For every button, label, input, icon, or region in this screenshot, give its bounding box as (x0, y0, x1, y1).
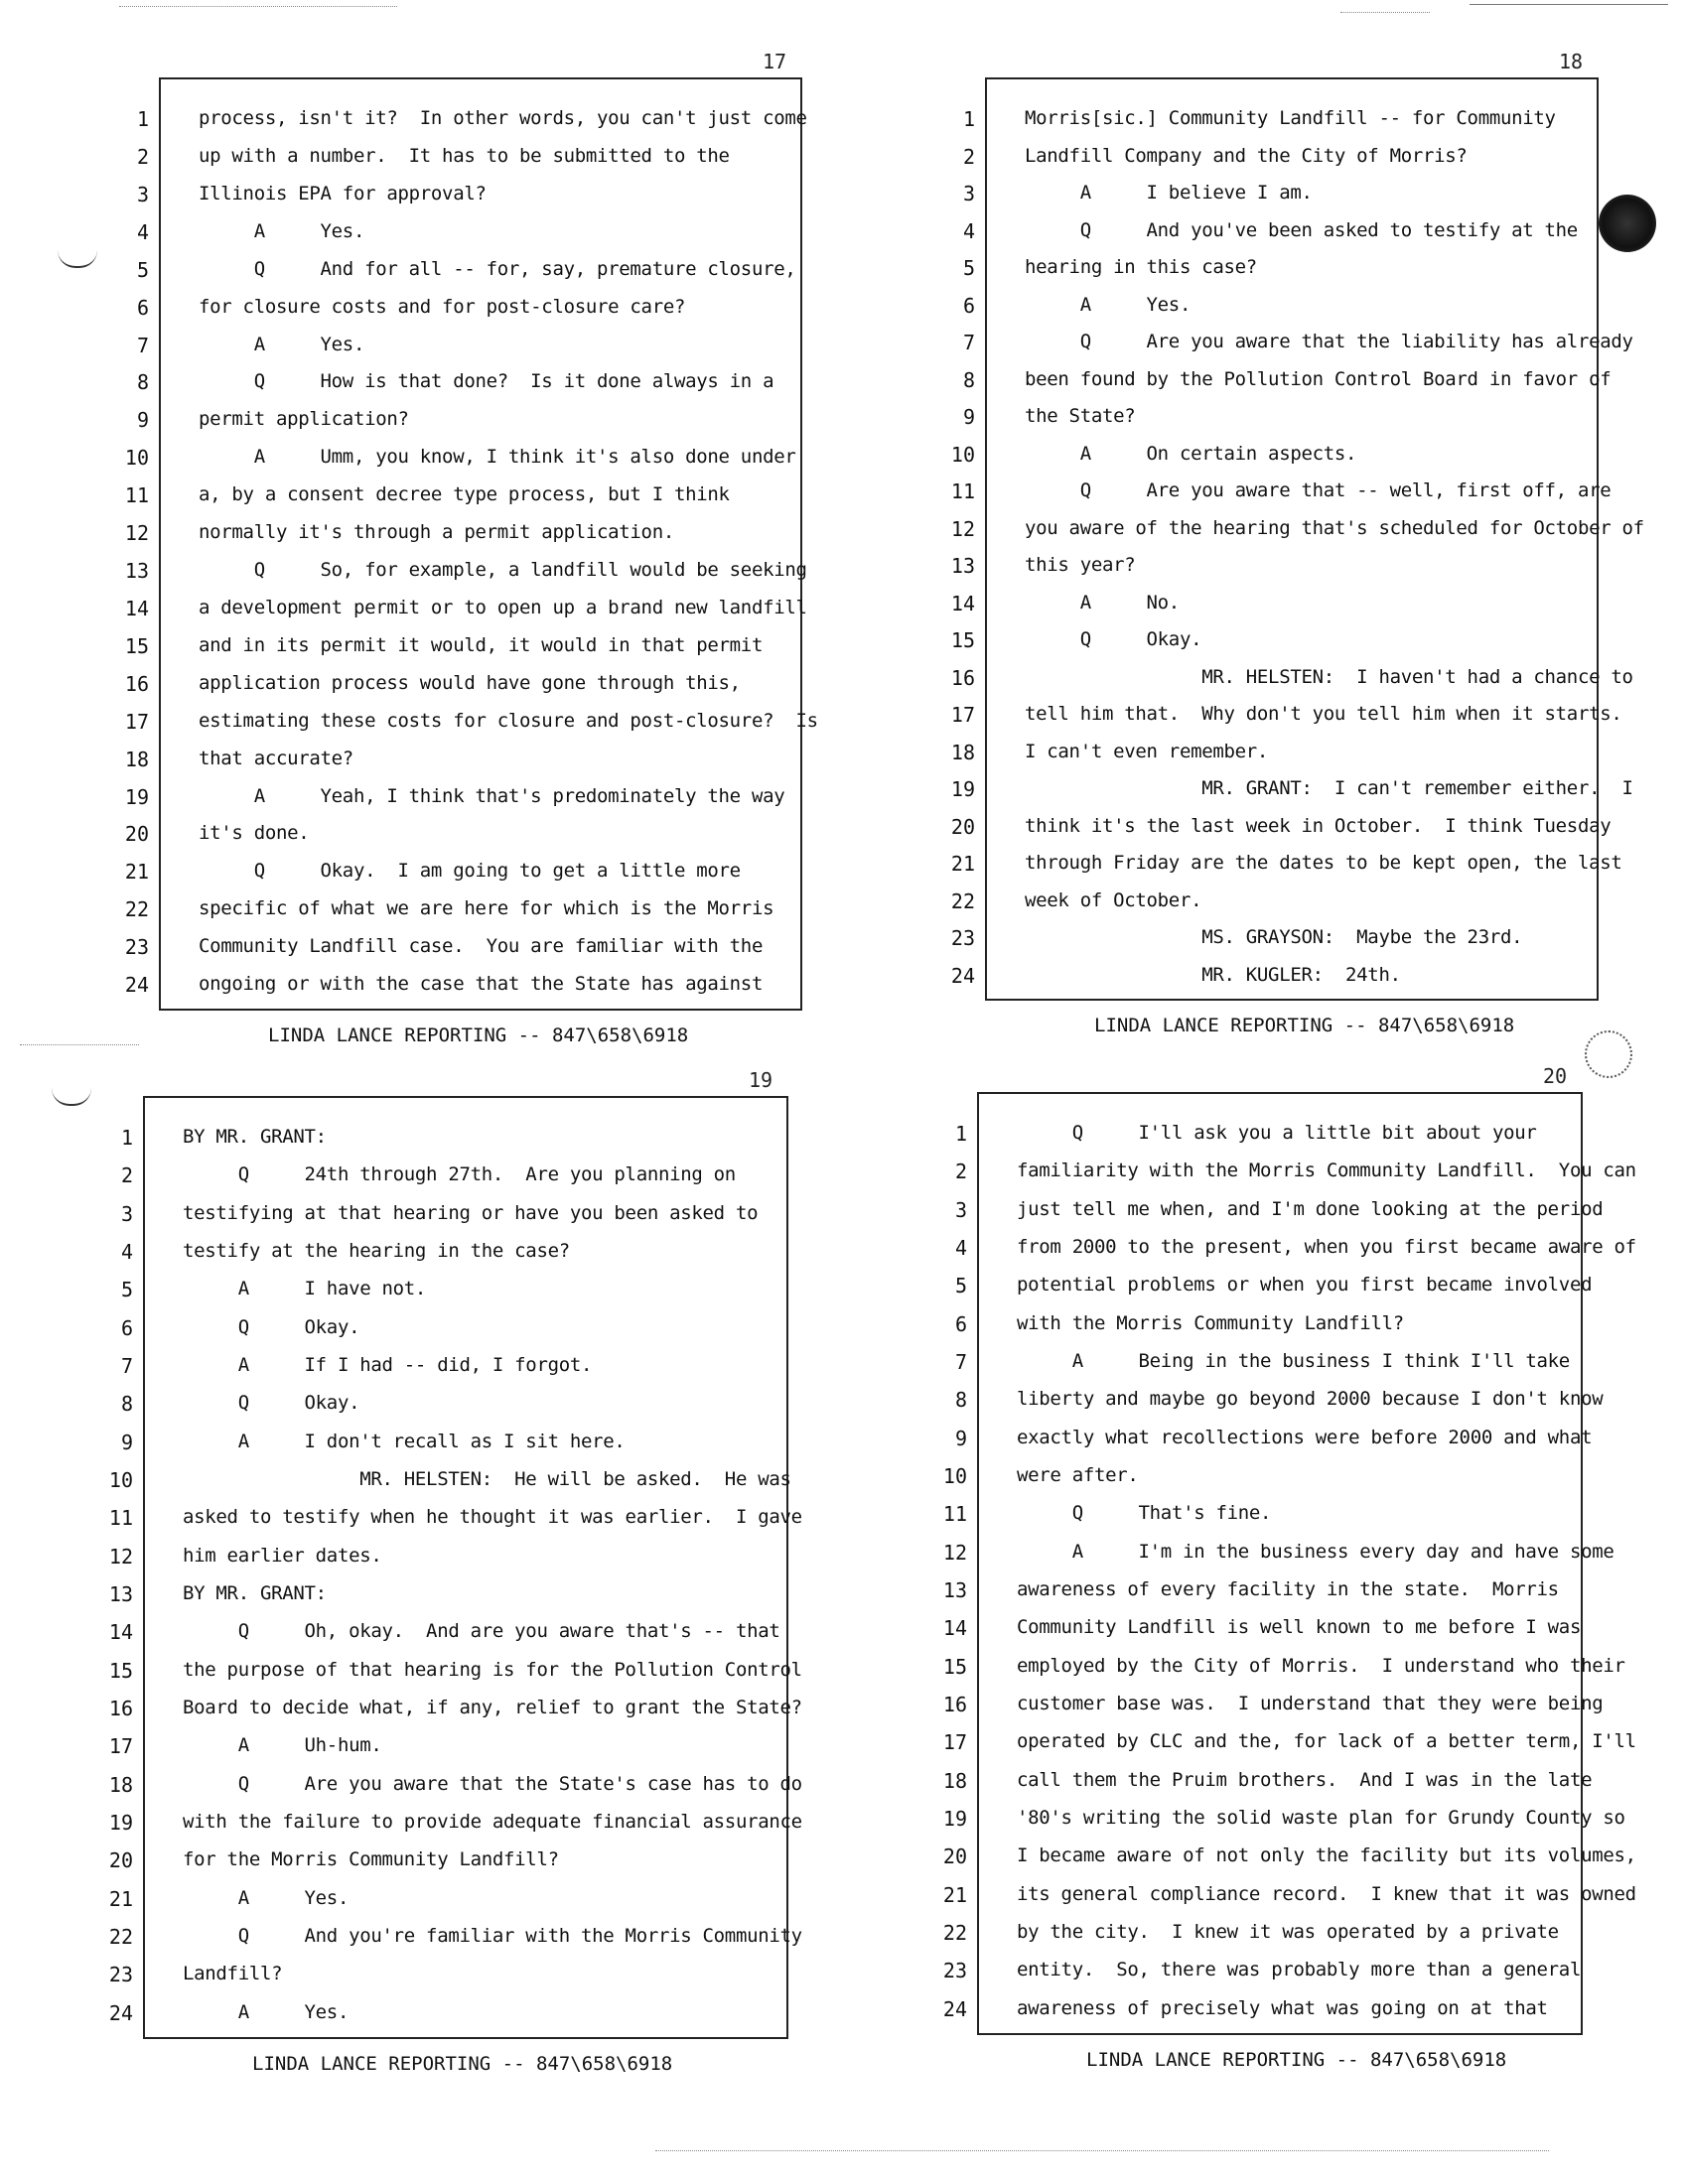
line-number: 13 (950, 554, 975, 578)
transcript-line: '80's writing the solid waste plan for Grundy County so (1017, 1807, 1625, 1829)
transcript-line: Community Landfill case. You are familiar with the (199, 935, 764, 958)
transcript-line: Q And for all -- for, say, premature closure, (199, 257, 796, 280)
line-number: 15 (124, 633, 149, 658)
scan-speck (119, 6, 397, 7)
line-number: 8 (954, 1388, 967, 1413)
transcript-line: A Yeah, I think that's predominately the way (199, 784, 785, 807)
line-number: 17 (950, 703, 975, 727)
transcript-line: a development permit or to open up a brand new landfill (199, 596, 807, 618)
line-number: 22 (124, 897, 149, 922)
line-number: 20 (108, 1848, 133, 1873)
transcript-line: Q I'll ask you a little bit about your (1017, 1122, 1537, 1144)
line-number: 7 (962, 331, 975, 354)
transcript-line: Q How is that done? Is it done always in a (199, 370, 774, 393)
transcript-line: testify at the hearing in the case? (183, 1240, 570, 1262)
line-number: 10 (124, 446, 149, 471)
page-number: 18 (1559, 50, 1584, 73)
line-number: 18 (108, 1772, 133, 1797)
binder-ring-icon (1585, 1030, 1632, 1078)
transcript-line: just tell me when, and I'm done looking at the period (1017, 1197, 1604, 1220)
line-number: 3 (954, 1197, 967, 1222)
line-number: 21 (124, 860, 149, 885)
line-number: 6 (954, 1311, 967, 1336)
transcript-line: A Yes. (199, 333, 365, 355)
line-number: 12 (124, 521, 149, 546)
transcript-line: MS. GRAYSON: Maybe the 23rd. (1025, 926, 1523, 948)
line-number: 12 (950, 516, 975, 541)
line-number: 8 (120, 1392, 133, 1417)
transcript-line: for the Morris Community Landfill? (183, 1848, 559, 1871)
line-number: 15 (950, 628, 975, 652)
transcript-line: Q And you're familiar with the Morris Community (183, 1925, 802, 1947)
transcript-line: specific of what we are here for which is the Morris (199, 897, 774, 920)
line-number: 5 (136, 257, 149, 282)
transcript-line: familiarity with the Morris Community Landfill. You can (1017, 1160, 1636, 1182)
transcript-line: customer base was. I understand that they were being (1017, 1693, 1604, 1714)
transcript-line: A No. (1025, 591, 1180, 614)
line-number: 2 (962, 144, 975, 169)
line-number: 24 (942, 1996, 967, 2021)
transcript-line: A I don't recall as I sit here. (183, 1430, 626, 1452)
transcript-line: MR. HELSTEN: I haven't had a chance to (1025, 665, 1633, 688)
reporter-footer: LINDA LANCE REPORTING -- 847\658\6918 (252, 2053, 673, 2075)
transcript-line: hearing in this case? (1025, 256, 1257, 278)
transcript-line: the purpose of that hearing is for the Pollution Control (183, 1658, 802, 1681)
transcript-line: MR. GRANT: I can't remember either. I (1025, 777, 1633, 799)
line-number: 4 (954, 1236, 967, 1260)
transcript-line: that accurate? (199, 747, 353, 769)
line-number: 7 (954, 1350, 967, 1374)
transcript-line: employed by the City of Morris. I understand who their (1017, 1654, 1625, 1677)
transcript-line: Q And you've been asked to testify at the (1025, 218, 1578, 241)
transcript-line: permit application? (199, 408, 409, 431)
line-number: 2 (120, 1163, 133, 1188)
line-number: 11 (108, 1506, 133, 1531)
line-number: 17 (124, 709, 149, 734)
transcript-line: him earlier dates. (183, 1544, 382, 1567)
transcript-line: week of October. (1025, 888, 1202, 911)
transcript-line: BY MR. GRANT: (183, 1582, 327, 1604)
line-number: 16 (108, 1697, 133, 1720)
transcript-line: operated by CLC and the, for lack of a better term, I'll (1017, 1730, 1636, 1753)
binder-hole-icon (1599, 195, 1656, 252)
line-number: 4 (136, 219, 149, 244)
reporter-footer: LINDA LANCE REPORTING -- 847\658\6918 (1094, 1015, 1515, 1036)
line-number: 5 (120, 1278, 133, 1302)
line-number: 14 (108, 1620, 133, 1645)
line-number: 24 (108, 2000, 133, 2025)
line-number: 22 (950, 888, 975, 913)
transcript-line: Q Are you aware that the liability has already (1025, 331, 1633, 352)
transcript-line: Morris[sic.] Community Landfill -- for Community (1025, 107, 1556, 129)
transcript-line: potential problems or when you first became involved (1017, 1274, 1593, 1297)
line-number: 3 (136, 182, 149, 206)
transcript-line: A On certain aspects. (1025, 442, 1357, 465)
scan-speck (20, 1044, 139, 1045)
transcript-line: ongoing or with the case that the State has against (199, 973, 764, 996)
line-number: 3 (120, 1201, 133, 1226)
reporter-footer: LINDA LANCE REPORTING -- 847\658\6918 (268, 1024, 689, 1046)
transcript-line: BY MR. GRANT: (183, 1126, 327, 1148)
line-number: 20 (950, 814, 975, 839)
line-number: 11 (950, 479, 975, 503)
transcript-line: I can't even remember. (1025, 740, 1269, 762)
scan-speck (655, 2150, 1549, 2151)
line-number: 19 (124, 784, 149, 809)
transcript-line: process, isn't it? In other words, you can't just come (199, 107, 807, 129)
transcript-line: for closure costs and for post-closure care? (199, 295, 686, 318)
scan-mark-icon (52, 1088, 91, 1106)
transcript-line: awareness of precisely what was going on at that (1017, 1996, 1548, 2019)
transcript-line: think it's the last week in October. I think Tuesday (1025, 814, 1612, 837)
transcript-line: A If I had -- did, I forgot. (183, 1354, 593, 1376)
line-number: 5 (954, 1274, 967, 1298)
line-number: 16 (950, 665, 975, 690)
line-number: 14 (124, 596, 149, 620)
line-number: 15 (108, 1658, 133, 1683)
transcript-line: asked to testify when he thought it was earlier. I gave (183, 1506, 802, 1529)
line-number: 13 (124, 559, 149, 583)
transcript-line: Community Landfill is well known to me before I was (1017, 1616, 1582, 1639)
transcript-line: from 2000 to the present, when you first became aware of (1017, 1236, 1636, 1258)
transcript-line: Q That's fine. (1017, 1502, 1272, 1525)
page-number: 19 (749, 1068, 773, 1092)
page-number: 17 (763, 50, 787, 73)
line-number: 11 (942, 1502, 967, 1527)
line-number: 19 (108, 1811, 133, 1835)
transcript-line: Q Are you aware that the State's case has to do (183, 1772, 802, 1795)
line-number: 6 (962, 293, 975, 318)
transcript-line: the State? (1025, 405, 1136, 427)
line-number: 7 (136, 333, 149, 357)
page-number: 20 (1543, 1064, 1568, 1088)
transcript-line: its general compliance record. I knew that it was owned (1017, 1882, 1636, 1905)
line-number: 23 (942, 1959, 967, 1983)
line-number: 9 (954, 1426, 967, 1450)
transcript-line: MR. KUGLER: 24th. (1025, 963, 1401, 986)
line-number: 7 (120, 1354, 133, 1378)
line-number: 14 (942, 1616, 967, 1641)
transcript-line: A I'm in the business every day and have some (1017, 1540, 1614, 1563)
line-number: 3 (962, 182, 975, 205)
line-number: 21 (942, 1882, 967, 1907)
line-number: 18 (124, 747, 149, 771)
line-number: 1 (120, 1126, 133, 1150)
transcript-line: A Being in the business I think I'll take (1017, 1350, 1570, 1372)
transcript-line: been found by the Pollution Control Board in favor of (1025, 367, 1612, 390)
line-number: 2 (136, 144, 149, 169)
line-number: 16 (124, 671, 149, 696)
transcript-line: through Friday are the dates to be kept open, the last (1025, 852, 1622, 874)
transcript-line: Q Okay. (183, 1315, 360, 1338)
line-number: 23 (124, 935, 149, 960)
line-number: 1 (136, 107, 149, 131)
line-number: 21 (108, 1886, 133, 1911)
line-number: 22 (942, 1921, 967, 1945)
line-number: 19 (942, 1807, 967, 1831)
line-number: 19 (950, 777, 975, 801)
line-number: 14 (950, 591, 975, 615)
transcript-line: estimating these costs for closure and post-closure? Is (199, 709, 818, 732)
line-number: 10 (950, 442, 975, 467)
transcript-line: I became aware of not only the facility but its volumes, (1017, 1844, 1636, 1867)
transcript-line: MR. HELSTEN: He will be asked. He was (183, 1468, 791, 1490)
transcript-line: A Umm, you know, I think it's also done under (199, 446, 796, 469)
transcript-line: A Yes. (199, 219, 365, 242)
transcript-line: normally it's through a permit application. (199, 521, 674, 544)
line-number: 17 (942, 1730, 967, 1755)
line-number: 15 (942, 1654, 967, 1679)
line-number: 10 (942, 1464, 967, 1488)
transcript-line: Illinois EPA for approval? (199, 182, 487, 205)
line-number: 13 (108, 1582, 133, 1606)
line-number: 24 (950, 963, 975, 988)
transcript-line: Q Okay. (183, 1392, 360, 1415)
line-number: 8 (136, 370, 149, 395)
transcript-line: by the city. I knew it was operated by a private (1017, 1921, 1559, 1943)
line-number: 6 (136, 295, 149, 320)
transcript-line: A Yes. (183, 1886, 350, 1909)
line-number: 18 (942, 1768, 967, 1793)
transcript-line: with the Morris Community Landfill? (1017, 1311, 1404, 1334)
transcript-line: liberty and maybe go beyond 2000 because I don't know (1017, 1388, 1604, 1411)
line-number: 12 (108, 1544, 133, 1569)
transcript-line: and in its permit it would, it would in that permit (199, 633, 764, 656)
line-number: 24 (124, 973, 149, 998)
transcript-line: application process would have gone through this, (199, 671, 741, 694)
transcript-line: A Uh-hum. (183, 1734, 382, 1757)
line-number: 4 (962, 218, 975, 243)
transcript-line: a, by a consent decree type process, but I think (199, 483, 730, 506)
line-number: 18 (950, 740, 975, 764)
line-number: 2 (954, 1160, 967, 1184)
line-number: 11 (124, 483, 149, 508)
line-number: 9 (136, 408, 149, 433)
transcript-line: awareness of every facility in the state. Morris (1017, 1578, 1559, 1600)
transcript-line: Q Are you aware that -- well, first off, are (1025, 479, 1612, 501)
transcript-line: with the failure to provide adequate financial assurance (183, 1811, 802, 1833)
line-number: 20 (942, 1844, 967, 1869)
line-number: 4 (120, 1240, 133, 1264)
transcript-line: tell him that. Why don't you tell him when it starts. (1025, 703, 1622, 725)
transcript-line: were after. (1017, 1464, 1139, 1486)
scan-mark-icon (58, 250, 97, 268)
line-number: 13 (942, 1578, 967, 1602)
transcript-line: A Yes. (183, 2000, 350, 2023)
transcript-line: you aware of the hearing that's scheduled for October of (1025, 516, 1644, 539)
line-number: 20 (124, 822, 149, 847)
line-number: 23 (108, 1963, 133, 1987)
transcript-line: Landfill? (183, 1963, 283, 1985)
transcript-line: A Yes. (1025, 293, 1192, 316)
line-number: 17 (108, 1734, 133, 1759)
line-number: 1 (954, 1122, 967, 1146)
reporter-footer: LINDA LANCE REPORTING -- 847\658\6918 (1086, 2049, 1507, 2071)
transcript-line: exactly what recollections were before 2000 and what (1017, 1426, 1593, 1448)
transcript-line: A I have not. (183, 1278, 427, 1300)
line-number: 23 (950, 926, 975, 950)
transcript-line: Board to decide what, if any, relief to grant the State? (183, 1697, 802, 1718)
transcript-line: Q Oh, okay. And are you aware that's -- that (183, 1620, 780, 1643)
transcript-line: this year? (1025, 554, 1136, 576)
line-number: 1 (962, 107, 975, 131)
transcript-line: testifying at that hearing or have you been asked to (183, 1201, 759, 1224)
transcript-line: Landfill Company and the City of Morris? (1025, 144, 1468, 167)
transcript-line: Q Okay. (1025, 628, 1202, 650)
line-number: 21 (950, 852, 975, 876)
line-number: 10 (108, 1468, 133, 1492)
line-number: 8 (962, 367, 975, 392)
transcript-line: A I believe I am. (1025, 182, 1313, 204)
line-number: 12 (942, 1540, 967, 1565)
transcript-line: entity. So, there was probably more than a general (1017, 1959, 1582, 1981)
transcript-line: Q 24th through 27th. Are you planning on (183, 1163, 736, 1186)
line-number: 9 (120, 1430, 133, 1454)
scan-speck (1340, 12, 1430, 13)
transcript-line: up with a number. It has to be submitted to the (199, 144, 730, 167)
transcript-line: Q Okay. I am going to get a little more (199, 860, 741, 883)
line-number: 16 (942, 1693, 967, 1716)
scan-speck (1470, 4, 1668, 5)
line-number: 9 (962, 405, 975, 429)
line-number: 5 (962, 256, 975, 280)
transcript-line: call them the Pruim brothers. And I was in the late (1017, 1768, 1593, 1791)
transcript-line: Q So, for example, a landfill would be seeking (199, 559, 807, 581)
line-number: 6 (120, 1315, 133, 1340)
line-number: 22 (108, 1925, 133, 1949)
transcript-line: it's done. (199, 822, 310, 845)
